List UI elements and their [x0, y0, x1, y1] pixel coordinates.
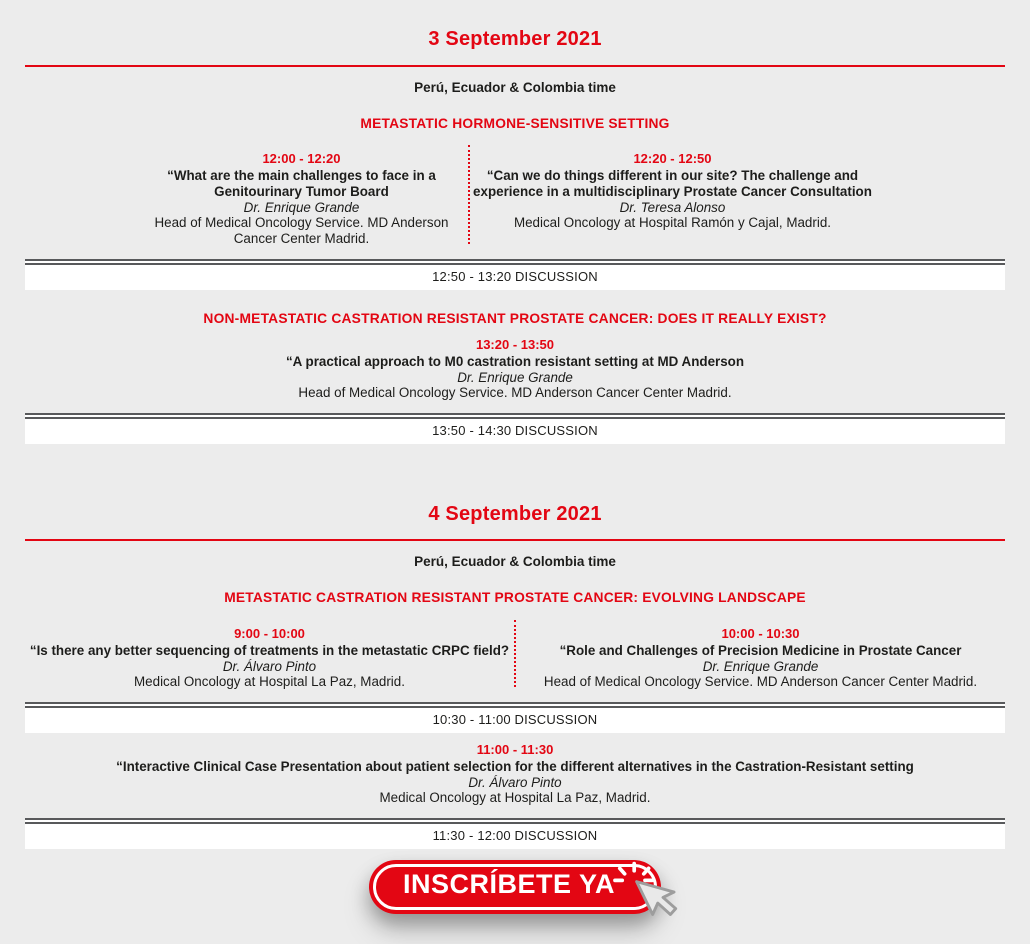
session-card — [470, 142, 1005, 246]
session-pair-row — [25, 142, 1005, 246]
session-time: 11:00 - 11:30 — [476, 741, 554, 757]
discussion-bar — [25, 702, 1005, 733]
discussion-label: DISCUSSION — [514, 268, 598, 284]
discussion-time: 10:30 - 11:00 — [432, 711, 511, 727]
session-affiliation: Medical Oncology at Hospital Ramón y Cajal, Madrid. — [513, 215, 831, 231]
session-title: “A practical approach to M0 castration resistant setting at MD Anderson — [285, 354, 745, 370]
title-rule — [25, 65, 1005, 67]
session-time: 12:00 - 12:20 — [262, 151, 341, 167]
day-section-4-september — [0, 488, 1030, 849]
session-time: 12:20 - 12:50 — [633, 151, 712, 167]
session-title: “Is there any better sequencing of treatments in the metastatic CRPC field? — [29, 642, 510, 658]
session-affiliation: Head of Medical Oncology Service. MD Anderson Cancer Center Madrid. — [154, 215, 449, 246]
discussion-time: 12:50 - 13:20 — [432, 268, 512, 284]
session-card — [25, 142, 468, 246]
day-title: 3 September 2021 — [428, 28, 602, 51]
session-affiliation: Medical Oncology at Hospital La Paz, Madrid. — [379, 790, 651, 806]
session-speaker: Dr. Enrique Grande — [243, 199, 360, 215]
session-card — [516, 617, 1005, 690]
session-time: 9:00 - 10:00 — [234, 625, 305, 641]
session-speaker: Dr. Enrique Grande — [702, 658, 819, 674]
session-title: “Role and Challenges of Precision Medicine in Prostate Cancer — [559, 642, 962, 658]
discussion-label: DISCUSSION — [514, 827, 598, 843]
session-card — [25, 742, 1005, 806]
discussion-bar — [25, 818, 1005, 849]
session-speaker: Dr. Álvaro Pinto — [468, 774, 562, 790]
session-affiliation: Head of Medical Oncology Service. MD Anderson Cancer Center Madrid. — [543, 674, 978, 690]
discussion-time: 11:30 - 12:00 — [432, 827, 511, 843]
session-speaker: Dr. Teresa Alonso — [619, 199, 726, 215]
session-time: 10:00 - 10:30 — [721, 625, 800, 641]
discussion-label: DISCUSSION — [514, 711, 598, 727]
session-speaker: Dr. Álvaro Pinto — [222, 658, 317, 674]
title-rule — [25, 539, 1005, 541]
discussion-bar — [25, 413, 1005, 444]
day-section-3-september — [0, 13, 1030, 444]
register-button-label: INSCRÍBETE YA — [402, 869, 616, 900]
session-card — [25, 617, 514, 690]
discussion-time: 13:50 - 14:30 — [432, 423, 512, 439]
discussion-label: DISCUSSION — [514, 423, 598, 439]
session-block-heading: METASTATIC CASTRATION RESISTANT PROSTATE CANCER: EVOLVING LANDSCAPE — [224, 590, 806, 606]
cta-row — [0, 860, 1030, 914]
day-title: 4 September 2021 — [428, 503, 602, 526]
session-title: “Interactive Clinical Case Presentation about patient selection for the different alternatives in the Castration-Resistant setting — [116, 758, 914, 774]
discussion-bar — [25, 259, 1005, 290]
timezone-label: Perú, Ecuador & Colombia time — [414, 79, 616, 95]
session-affiliation: Medical Oncology at Hospital La Paz, Madrid. — [134, 674, 405, 690]
session-title: “Can we do things different in our site? The challenge and experience in a multidisciplinary Prostate Cancer Consultation — [473, 168, 872, 199]
session-pair-row — [25, 617, 1005, 690]
click-cursor-icon — [607, 860, 695, 944]
session-block-heading: METASTATIC HORMONE-SENSITIVE SETTING — [360, 115, 670, 131]
timezone-label: Perú, Ecuador & Colombia time — [414, 554, 616, 570]
session-title: “What are the main challenges to face in a Genitourinary Tumor Board — [167, 168, 436, 199]
session-speaker: Dr. Enrique Grande — [457, 369, 573, 385]
register-button[interactable] — [369, 860, 661, 914]
session-time: 13:20 - 13:50 — [475, 337, 555, 353]
session-card — [25, 337, 1005, 401]
session-affiliation: Head of Medical Oncology Service. MD Anderson Cancer Center Madrid. — [298, 385, 732, 401]
session-block-heading: NON-METASTATIC CASTRATION RESISTANT PROSTATE CANCER: DOES IT REALLY EXIST? — [203, 310, 827, 326]
